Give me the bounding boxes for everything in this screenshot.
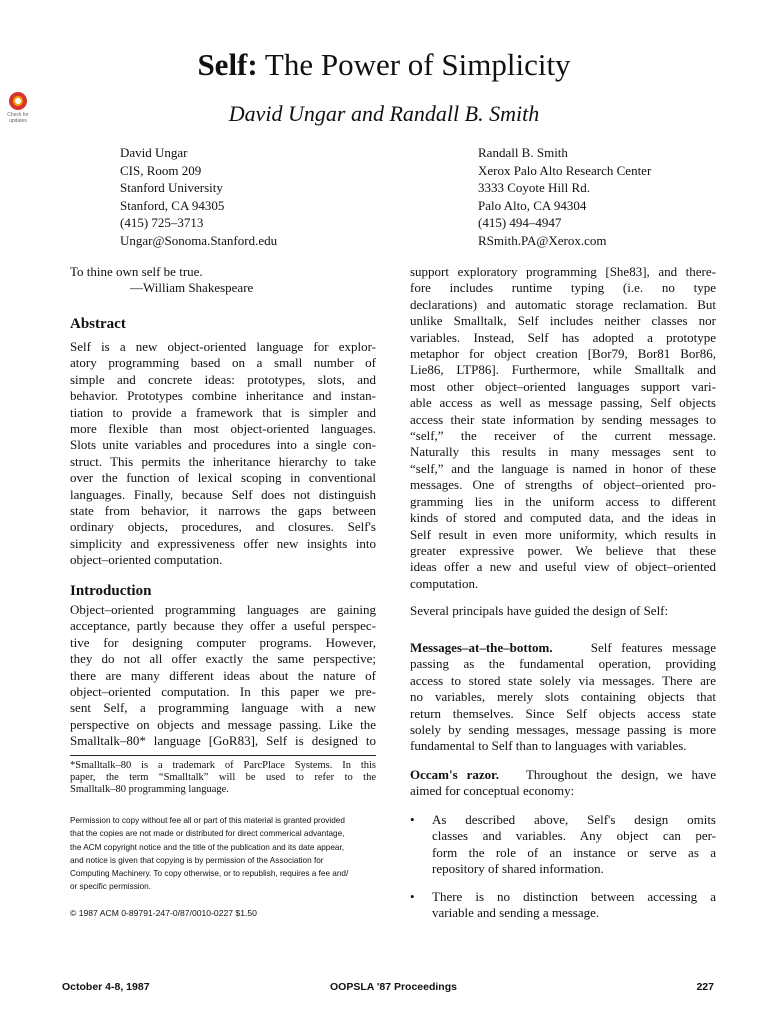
text-line: languages. Finally, because Self does not distinguish	[70, 486, 376, 502]
bullet-icon: •	[410, 812, 415, 827]
abstract-body	[70, 339, 376, 569]
occam-line-first: Throughout the design, we have	[525, 767, 716, 782]
permission-line: the ACM copyright notice and the title of the publication and its date appear,	[70, 842, 345, 852]
footer-proceedings: OOPSLA '87 Proceedings	[330, 981, 457, 993]
footnote-line: paper, the term “Smalltalk” will be used to refer to the	[70, 772, 376, 784]
text-line: sent Self, a programming language with a new	[70, 700, 376, 716]
text-line: over the function of lexical scoping in conventional	[70, 470, 376, 486]
text-line: gramming lies in the uniform access to different	[410, 493, 716, 509]
introduction-section	[70, 581, 376, 750]
text-line: more flexible than most object-oriented languages.	[70, 421, 376, 437]
bullet-icon: •	[410, 888, 415, 904]
text-line: There is no distinction between accessing a	[432, 888, 716, 904]
text-line: state from behavior, it narrows the gaps between	[70, 503, 376, 519]
address-line: David Ungar	[120, 145, 188, 160]
list-item	[410, 812, 716, 878]
permission-line: or specific permission.	[70, 882, 151, 892]
text-line: metaphor for object creation [Bor79, Bor81 Bor86,	[410, 346, 716, 362]
text-line: tiation to provide a framework that is simpler and	[70, 404, 376, 420]
footnote	[70, 755, 376, 797]
badge-label: Check for updates	[7, 112, 29, 124]
text-line: variables. Instead, Self has adopted a prototype	[410, 329, 716, 345]
address-right	[478, 144, 651, 250]
text-line: fundamental to Self than to languages with variables.	[410, 738, 687, 754]
address-line: Stanford, CA 94305	[120, 197, 225, 213]
text-line: repository of shared information.	[432, 861, 604, 877]
abstract-heading: Abstract	[70, 316, 126, 332]
text-line: Slots unite variables and procedures into a single con-	[70, 437, 376, 453]
introduction-heading: Introduction	[70, 583, 152, 599]
text-line: ordinary objects, procedures, and closures. Self's	[70, 519, 376, 535]
text-line: messages. One of strengths of object–oriented pro-	[410, 477, 716, 493]
footnote-line: *Smalltalk–80 is a trademark of ParcPlace Systems. In this	[70, 760, 376, 771]
text-line: declarations) and automatic storage reclamation. But	[410, 296, 716, 312]
title-bold: Self:	[197, 47, 258, 82]
address-line: Randall B. Smith	[478, 145, 568, 160]
text-line: computation.	[410, 575, 479, 591]
text-line: “self,” and the language is named in honor of these	[410, 460, 716, 476]
text-line	[410, 640, 716, 656]
text-line	[410, 767, 716, 783]
footnote-line: Smalltalk–80 programming language.	[70, 784, 229, 796]
text-line: simple and concrete ideas: prototypes, slots, and	[70, 371, 376, 387]
text-line: simplicity and expressiveness offer new insights into	[70, 535, 376, 551]
address-line: (415) 725–3713	[120, 215, 204, 231]
address-line: Palo Alto, CA 94304	[478, 197, 587, 213]
copyright-line: © 1987 ACM 0-89791-247-0/87/0010-0227 $1.50	[70, 908, 257, 918]
epigraph-quote: To thine own self be true.	[70, 264, 203, 279]
address-left	[120, 144, 277, 250]
text-line: able access as well as message passing, Self objects	[410, 395, 716, 411]
text-line: there are many different ideas about the nature of	[70, 667, 376, 683]
address-line: RSmith.PA@Xerox.com	[478, 232, 607, 248]
text-line: “self,” the receiver of the current message.	[410, 428, 716, 444]
text-line: Object–oriented programming languages are gaining	[70, 602, 376, 617]
text-line: they do not all offer exactly the same perspective;	[70, 651, 376, 667]
occam-heading: Occam's razor.	[410, 767, 499, 782]
text-line: object–oriented computation. In this paper we pre-	[70, 684, 376, 700]
text-line: unlike Smalltalk, Self includes neither classes nor	[410, 313, 716, 329]
text-line: perspective on objects and message passing. Like the	[70, 716, 376, 732]
permission-line: Computing Machinery. To copy otherwise, or to republish, requires a fee and/	[70, 869, 349, 879]
address-line: CIS, Room 209	[120, 162, 202, 178]
text-line: object–oriented computation.	[70, 552, 223, 568]
text-line: variable and sending a message.	[432, 905, 600, 921]
paper-title	[0, 46, 768, 84]
permission-line: that the copies are not made or distributed for direct commerical advantage,	[70, 829, 345, 839]
text-line: acceptance, partly because they offer a useful perspec-	[70, 618, 376, 634]
address-line: (415) 494–4947	[478, 215, 562, 231]
epigraph	[70, 264, 376, 297]
footer-date: October 4-8, 1987	[62, 981, 150, 993]
text-line: return themselves. Since Self objects access state	[410, 705, 716, 721]
abstract-section	[70, 314, 376, 569]
principals-line: Several principals have guided the design of Self:	[410, 603, 669, 618]
authors: David Ungar and Randall B. Smith	[228, 101, 540, 126]
text-line: Naturally this results in many messages sent to	[410, 444, 716, 460]
text-line: As described above, Self's design omits	[432, 812, 716, 827]
address-line: Ungar@Sonoma.Stanford.edu	[120, 232, 278, 248]
bullet-list	[410, 812, 716, 921]
text-line: tive for designing computer programs. However,	[70, 634, 376, 650]
introduction-body	[70, 602, 376, 750]
text-line: Self is a new object-oriented language for explor-	[70, 339, 376, 354]
text-line: support exploratory programming [She83], and there-	[410, 264, 716, 279]
text-line: Smalltalk–80* language [GoR83], Self is designed to	[70, 733, 376, 749]
text-line: access to stored state solely via messages. There are	[410, 672, 716, 688]
text-line: form the role of an instance or serve as a	[432, 844, 716, 860]
text-line: most other object–oriented languages support vari-	[410, 378, 716, 394]
text-line: behavior. Prototypes combine inheritance and instan-	[70, 388, 376, 404]
permission-line: Permission to copy without fee all or part of this material is granted provided	[70, 816, 345, 825]
messages-paragraph	[410, 640, 716, 755]
permission-line: and notice is given that copying is by permission of the Association for	[70, 855, 324, 865]
address-line: Stanford University	[120, 180, 223, 196]
text-line: kinds of stored and computed data, and the ideas in	[410, 510, 716, 526]
text-line: passing as the fundamental operation, providing	[410, 656, 716, 672]
text-line: fore includes runtime typing (i.e. no type	[410, 280, 716, 296]
epigraph-attribution: —William Shakespeare	[130, 280, 254, 296]
messages-line-first: Self features message	[590, 640, 717, 655]
text-line: Lie86, LTP86]. Furthermore, while Smalltalk and	[410, 362, 716, 378]
right-column-continuation	[410, 264, 716, 592]
text-line: greater expressive power. We believe that these	[410, 542, 716, 558]
text-line: ideas offer a new and useful view of object–oriented	[410, 559, 716, 575]
address-line: 3333 Coyote Hill Rd.	[478, 180, 590, 196]
text-line: solely by sending messages, message passing is more	[410, 722, 716, 738]
text-line: access their state information by sending messages to	[410, 411, 716, 427]
permission-notice	[70, 814, 390, 894]
text-line: Self result in even more uniformity, which results in	[410, 526, 716, 542]
messages-heading: Messages–at–the–bottom.	[410, 640, 553, 655]
title-rest: The Power of Simplicity	[264, 47, 571, 82]
text-line: aimed for conceptual economy:	[410, 783, 575, 799]
occam-paragraph	[410, 767, 716, 800]
list-item	[410, 889, 716, 922]
page-number: 227	[696, 981, 714, 993]
text-line: atory programming based on a small number of	[70, 355, 376, 371]
address-line: Xerox Palo Alto Research Center	[478, 162, 652, 178]
text-line: no variables, merely slots containing objects that	[410, 689, 716, 705]
text-line: struct. This permits the inheritance hierarchy to take	[70, 453, 376, 469]
text-line: classes and variables. Any object can per-	[432, 828, 716, 844]
